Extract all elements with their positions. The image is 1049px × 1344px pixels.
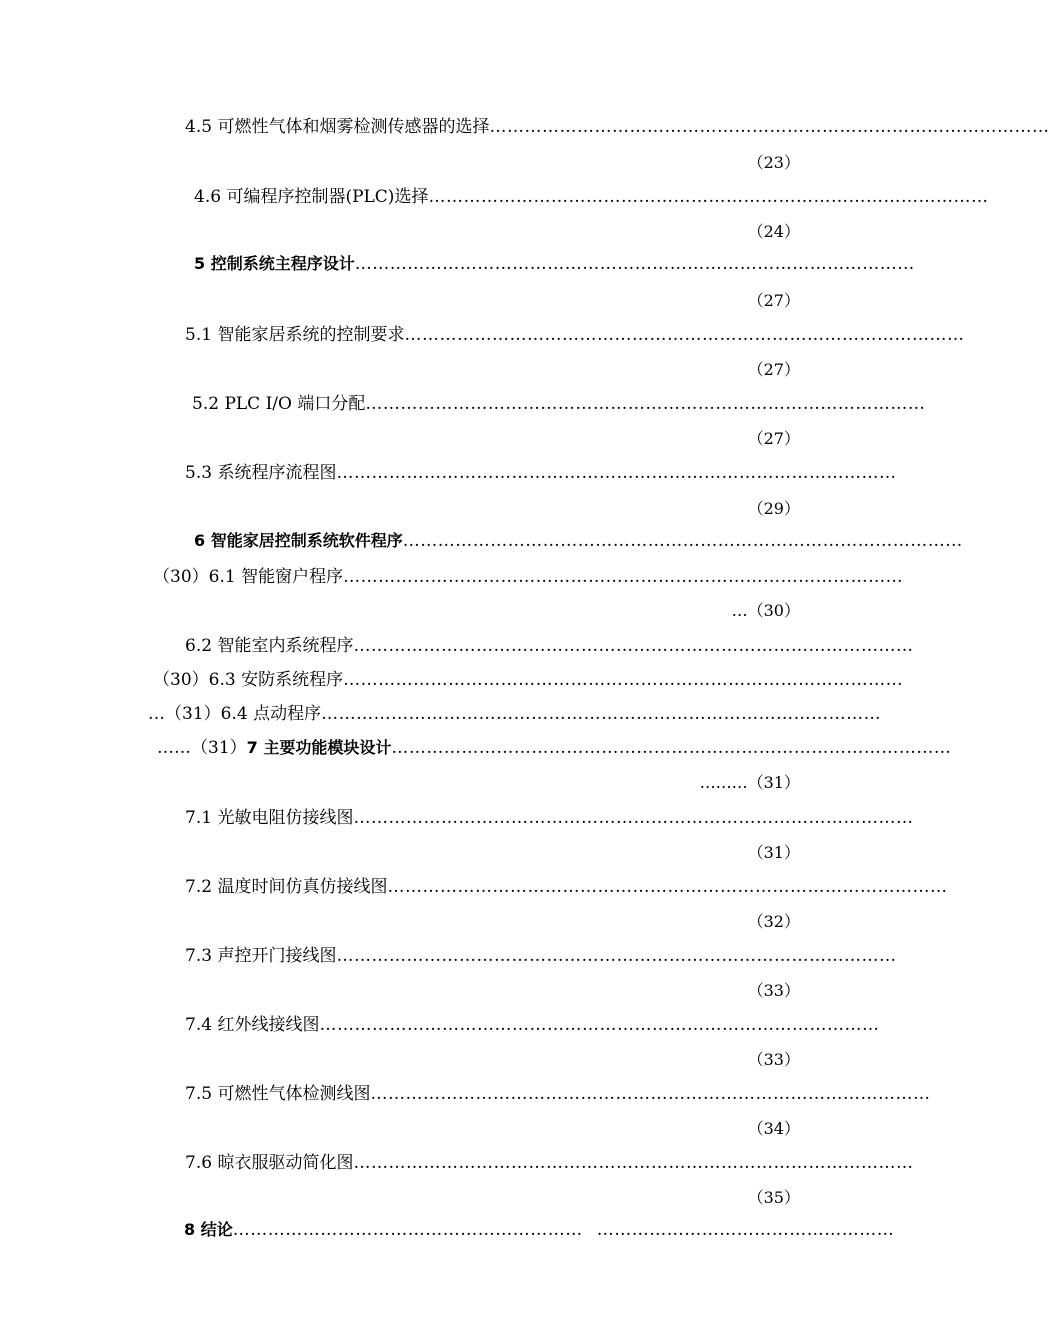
toc-entry-title: 5.1 智能家居系统的控制要求: [185, 325, 405, 345]
toc-entry-title: 5.2 PLC I/O 端口分配: [192, 394, 366, 414]
leader-dots: ……………………………………………………………………………………: [489, 117, 1049, 137]
toc-entry-title: 7.1 光敏电阻仿接线图: [185, 808, 354, 828]
leader-dots: ……………………………………………………………………………………: [321, 704, 882, 724]
toc-entry: [0, 631, 950, 661]
leader-dots: ……………………………………………………………………………………: [365, 394, 926, 414]
toc-entry-page: （34）: [747, 1119, 800, 1138]
toc-entry-title: 7.6 晾衣服驱动简化图: [185, 1153, 354, 1173]
toc-entry-title: 4.5 可燃性气体和烟雾检测传感器的选择: [185, 117, 490, 137]
toc-entry-title: （30）6.1 智能窗户程序: [153, 567, 344, 587]
toc-entry-title: 7.5 可燃性气体检测线图: [185, 1084, 371, 1104]
leader-dots: ……………………………………………………………………………………: [370, 1084, 931, 1104]
toc-entry: [0, 528, 963, 558]
toc-chapter-title: 6 智能家居控制系统软件程序: [194, 531, 403, 550]
toc-entry-title: （30）6.3 安防系统程序: [153, 670, 344, 690]
toc-entry-page: …（30）: [731, 601, 800, 620]
toc-entry-page: （31）: [747, 843, 800, 862]
toc-entry: [0, 251, 950, 281]
leader-dots: ……………………………………………………………………………………: [402, 531, 963, 551]
toc-entry-title: 5.3 系统程序流程图: [185, 463, 337, 483]
leader-dots: ……………………………………………………………………………………: [353, 808, 914, 828]
toc-entry-page: ………（31）: [699, 773, 800, 792]
toc-entry: [0, 1217, 950, 1247]
toc-entry-page: （27）: [747, 291, 800, 310]
toc-entry: [0, 872, 950, 902]
toc-entry-page: （33）: [747, 981, 800, 1000]
toc-entry-title: 4.6 可编程序控制器(PLC)选择: [194, 187, 429, 207]
toc-entry: [0, 665, 950, 695]
toc-entry: [0, 1010, 950, 1040]
toc-entry: [0, 1079, 950, 1109]
leader-dots: …………………………………………………… ……………………………………………: [232, 1220, 895, 1240]
toc-entry-title: 7.4 红外线接线图: [185, 1015, 320, 1035]
leader-dots: ……………………………………………………………………………………: [343, 567, 904, 587]
toc-entry: [0, 941, 950, 971]
leader-dots: ……………………………………………………………………………………: [336, 463, 897, 483]
toc-entry-page: （24）: [747, 222, 800, 241]
toc-entry: [0, 112, 1049, 142]
leader-dots: ……………………………………………………………………………………: [404, 325, 965, 345]
toc-entry: [0, 458, 950, 488]
leader-dots: ……………………………………………………………………………………: [343, 670, 904, 690]
leader-dots: ……………………………………………………………………………………: [354, 254, 915, 274]
toc-entry-page: （27）: [747, 360, 800, 379]
toc-entry-page: （33）: [747, 1050, 800, 1069]
toc-entry-page: （32）: [747, 912, 800, 931]
toc-entry: [0, 733, 950, 763]
toc-entry-page: （35）: [747, 1188, 800, 1207]
leader-dots: ……………………………………………………………………………………: [428, 187, 989, 207]
toc-entry-title: 7.2 温度时间仿真仿接线图: [185, 877, 388, 897]
leader-dots: ……………………………………………………………………………………: [391, 738, 952, 758]
leader-dots: ……………………………………………………………………………………: [353, 636, 914, 656]
toc-chapter-title: 8 结论: [184, 1220, 233, 1239]
toc-entry-page: （29）: [747, 499, 800, 518]
toc-chapter-title: 5 控制系统主程序设计: [194, 254, 355, 273]
toc-entry: [0, 389, 950, 419]
toc-chapter-title: 7 主要功能模块设计: [246, 738, 392, 757]
toc-entry-page: （27）: [747, 429, 800, 448]
toc-entry-title: 7.3 声控开门接线图: [185, 946, 337, 966]
toc-entry: [0, 182, 989, 212]
toc-entry-prefix: ……（31）: [157, 738, 247, 758]
toc-entry: [0, 562, 950, 592]
toc-entry: [0, 699, 950, 729]
leader-dots: ……………………………………………………………………………………: [387, 877, 948, 897]
leader-dots: ……………………………………………………………………………………: [336, 946, 897, 966]
toc-entry-title: …（31）6.4 点动程序: [148, 704, 322, 724]
leader-dots: ……………………………………………………………………………………: [319, 1015, 880, 1035]
toc-entry: [0, 320, 965, 350]
toc-entry-title: 6.2 智能室内系统程序: [185, 636, 354, 656]
toc-entry: [0, 803, 950, 833]
leader-dots: ……………………………………………………………………………………: [353, 1153, 914, 1173]
toc-entry: [0, 1148, 950, 1178]
toc-entry-page: （23）: [747, 153, 800, 172]
